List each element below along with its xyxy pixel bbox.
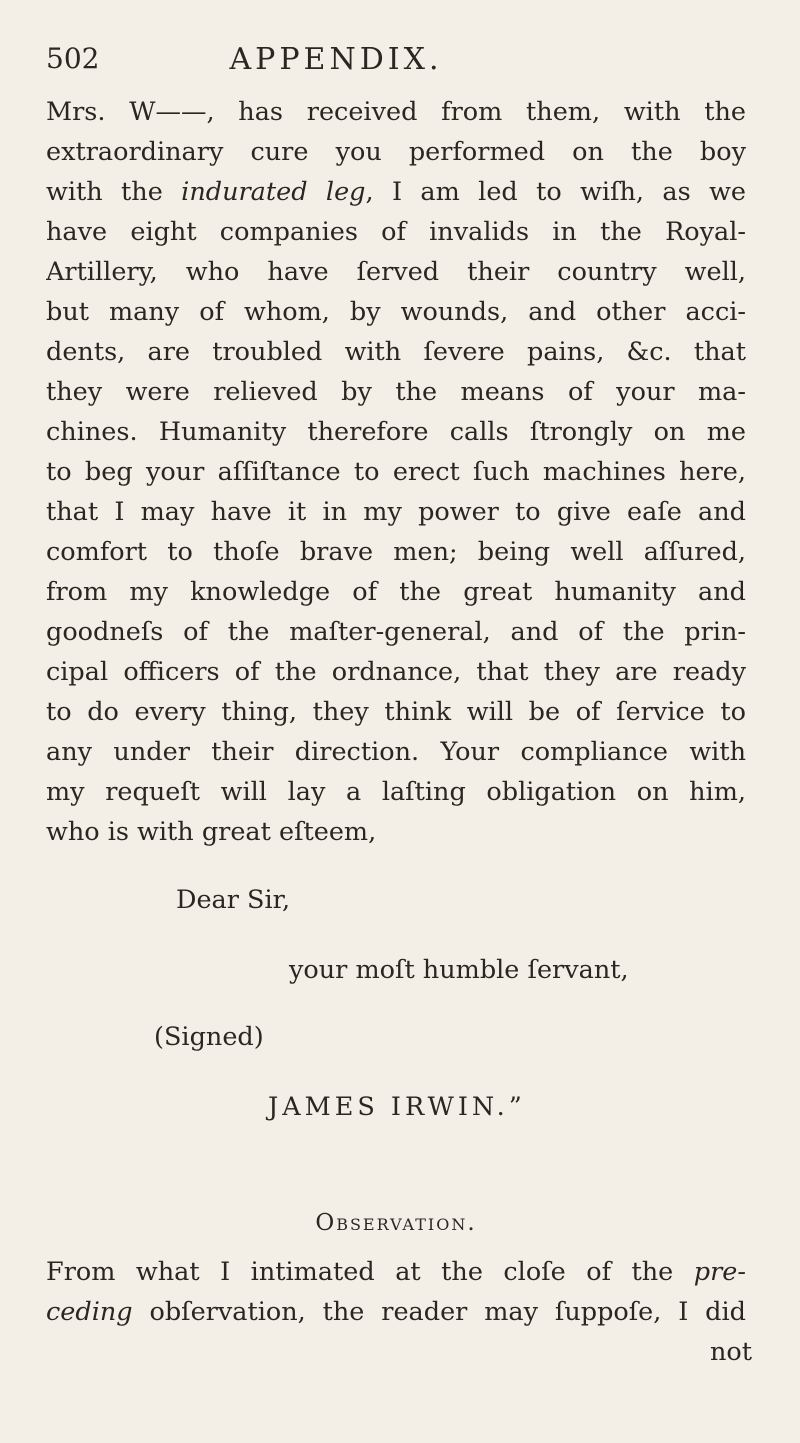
text-fragment: with the	[46, 177, 182, 207]
page-header	[46, 42, 606, 92]
text-line	[46, 1252, 746, 1292]
text-line: they were relieved by the means of your ma-	[46, 377, 746, 407]
text-line: to do every thing, they think will be of ſervice to	[46, 697, 746, 727]
text-line: to beg your aſſiſtance to erect ſuch machines here,	[46, 457, 746, 487]
text-line	[46, 172, 746, 212]
text-line: chines. Humanity therefore calls ſtrongly on me	[46, 417, 746, 447]
section-heading: Observation.	[315, 1210, 477, 1236]
text-line: that I may have it in my power to give eaſe and	[46, 497, 746, 527]
text-line: comfort to thoſe brave men; being well aſſured,	[46, 537, 746, 567]
text-line: any under their direction. Your compliance with	[46, 737, 746, 767]
salutation: Dear Sir,	[176, 885, 291, 915]
signature-name: JAMES IRWIN.”	[268, 1092, 526, 1122]
italic-phrase: indurated leg	[181, 177, 366, 207]
text-line: but many of whom, by wounds, and other acci-	[46, 297, 746, 327]
catchword: not	[710, 1337, 753, 1367]
page-number: 502	[46, 42, 100, 75]
text-line	[46, 1292, 746, 1332]
letter-body	[46, 92, 753, 1367]
valediction: your moſt humble ſervant,	[289, 955, 629, 985]
text-fragment: From what I intimated at the cloſe of the	[46, 1257, 694, 1287]
signed-label: (Signed)	[154, 1022, 264, 1052]
text-line: dents, are troubled with ſevere pains, &c. that	[46, 337, 746, 367]
text-line: cipal officers of the ordnance, that they are ready	[46, 657, 746, 687]
text-line: Artillery, who have ſerved their country well,	[46, 257, 746, 287]
text-line: my requeſt will lay a laſting obligation on him,	[46, 777, 746, 807]
text-line: Mrs. W——, has received from them, with the	[46, 97, 746, 127]
text-fragment: , I am led to wiſh, as we	[365, 177, 746, 207]
text-fragment: obſervation, the reader may ſuppoſe, I did	[132, 1297, 746, 1327]
italic-phrase: ceding	[46, 1297, 133, 1327]
text-line: have eight companies of invalids in the Royal-	[46, 217, 746, 247]
running-head: APPENDIX.	[229, 42, 443, 77]
italic-phrase: pre-	[693, 1257, 746, 1287]
text-line: extraordinary cure you performed on the boy	[46, 137, 746, 167]
text-line: from my knowledge of the great humanity and	[46, 577, 746, 607]
text-line: goodneſs of the maſter-general, and of the prin-	[46, 617, 746, 647]
text-line: who is with great eſteem,	[46, 817, 377, 847]
